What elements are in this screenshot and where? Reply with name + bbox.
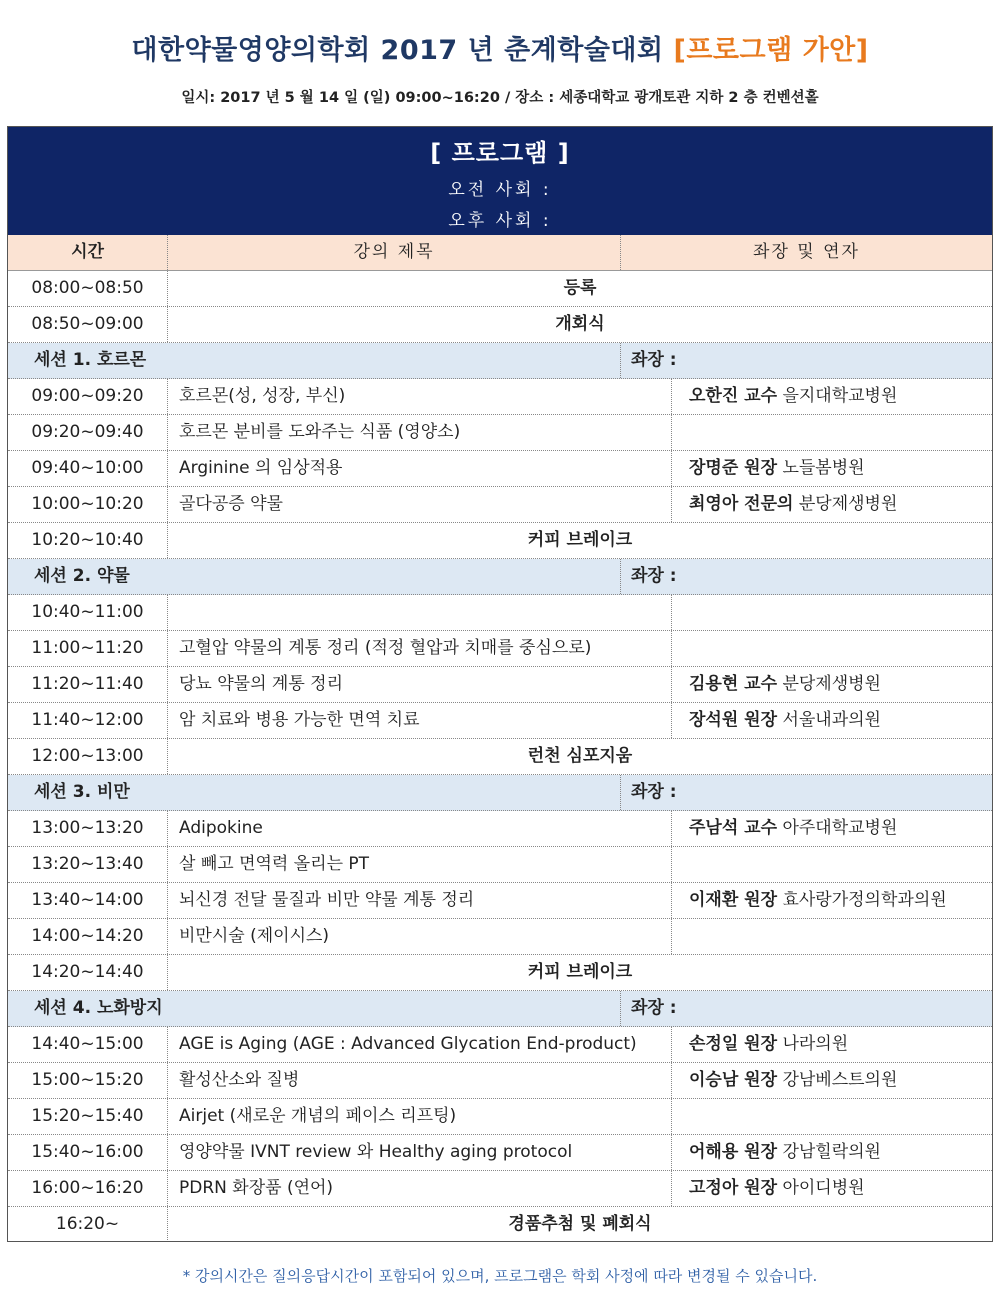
speaker-affiliation: 나라의원 — [782, 1034, 849, 1054]
speaker-cell — [672, 919, 992, 954]
session-chair-label: 좌장 : — [631, 350, 677, 370]
event-info: 일시: 2017 년 5 월 14 일 (일) 09:00~16:20 / 장소 : 세종대학교 광개토관 지하 2 층 컨벤션홀 — [181, 90, 819, 106]
speaker-cell — [672, 1027, 992, 1062]
lecture-row — [8, 595, 992, 631]
event-row — [8, 523, 992, 559]
lecture-title: AGE is Aging (AGE : Advanced Glycation End-product) — [168, 1027, 672, 1062]
speaker-name: 김용현 교수 — [689, 674, 778, 694]
speaker-affiliation: 아주대학교병원 — [782, 818, 898, 838]
lecture-row — [8, 847, 992, 883]
event-row — [8, 307, 992, 343]
program-heading: [ 프로그램 ] — [430, 139, 570, 167]
lecture-title: 호르몬(성, 성장, 부신) — [168, 379, 672, 414]
speaker-name: 장석원 원장 — [689, 710, 778, 730]
speaker-name: 이재환 원장 — [689, 890, 778, 910]
speaker-cell — [672, 379, 992, 414]
lecture-title: 호르몬 분비를 도와주는 식품 (영양소) — [168, 415, 672, 450]
session-row — [8, 775, 992, 811]
lecture-row — [8, 451, 992, 487]
session-chair-label: 좌장 : — [631, 566, 677, 586]
lecture-title: 골다공증 약물 — [168, 487, 672, 522]
speaker-cell — [672, 847, 992, 882]
session-row — [8, 559, 992, 595]
speaker-cell — [672, 811, 992, 846]
speaker-name: 이승남 원장 — [689, 1070, 778, 1090]
speaker-name: 최영아 전문의 — [689, 494, 794, 514]
time-slot: 11:40~12:00 — [8, 703, 168, 738]
time-slot: 15:20~15:40 — [8, 1099, 168, 1134]
speaker-cell — [672, 883, 992, 918]
lecture-row — [8, 811, 992, 847]
program-table — [7, 126, 993, 1242]
speaker-affiliation: 효사랑가정의학과의원 — [782, 890, 947, 910]
session-chair-label: 좌장 : — [631, 782, 677, 802]
time-slot: 15:00~15:20 — [8, 1063, 168, 1098]
page-title — [0, 28, 1000, 67]
lecture-row — [8, 883, 992, 919]
event-row — [8, 1207, 992, 1242]
session-row — [8, 991, 992, 1027]
event-name: 커피 브레이크 — [527, 530, 633, 550]
title-accent: [프로그램 가안] — [673, 35, 869, 66]
session-name: 세션 2. 약물 — [8, 559, 621, 594]
speaker-cell — [672, 415, 992, 450]
event-row — [8, 955, 992, 991]
session-row — [8, 343, 992, 379]
speaker-cell — [672, 595, 992, 630]
speaker-cell — [672, 1135, 992, 1170]
lecture-row — [8, 487, 992, 523]
lecture-title: 영양약물 IVNT review 와 Healthy aging protocol — [168, 1135, 672, 1170]
time-slot: 14:00~14:20 — [8, 919, 168, 954]
lecture-row — [8, 1063, 992, 1099]
column-header-time: 시간 — [8, 235, 168, 270]
lecture-title: 암 치료와 병용 가능한 면역 치료 — [168, 703, 672, 738]
time-slot: 10:20~10:40 — [8, 523, 168, 558]
time-slot: 09:00~09:20 — [8, 379, 168, 414]
time-slot: 16:00~16:20 — [8, 1171, 168, 1206]
column-header-row — [8, 235, 992, 271]
session-name: 세션 4. 노화방지 — [8, 991, 621, 1026]
speaker-affiliation: 분당제생병원 — [798, 494, 898, 514]
lecture-title: 살 빼고 면역력 올리는 PT — [168, 847, 672, 882]
lecture-title: 고혈압 약물의 계통 정리 (적정 혈압과 치매를 중심으로) — [168, 631, 672, 666]
speaker-name: 어해용 원장 — [689, 1142, 778, 1162]
speaker-name: 손정일 원장 — [689, 1034, 778, 1054]
time-slot: 09:40~10:00 — [8, 451, 168, 486]
time-slot: 15:40~16:00 — [8, 1135, 168, 1170]
lecture-row — [8, 667, 992, 703]
time-slot: 11:20~11:40 — [8, 667, 168, 702]
lecture-row — [8, 1135, 992, 1171]
session-name: 세션 1. 호르몬 — [8, 343, 621, 378]
lecture-title: 당뇨 약물의 계통 정리 — [168, 667, 672, 702]
time-slot: 12:00~13:00 — [8, 739, 168, 774]
lecture-row — [8, 379, 992, 415]
time-slot: 13:00~13:20 — [8, 811, 168, 846]
time-slot: 13:40~14:00 — [8, 883, 168, 918]
program-header — [8, 127, 992, 235]
speaker-affiliation: 아이디병원 — [782, 1178, 865, 1198]
lecture-title: Arginine 의 임상적용 — [168, 451, 672, 486]
event-name: 개회식 — [555, 314, 605, 334]
speaker-cell — [672, 487, 992, 522]
speaker-affiliation: 을지대학교병원 — [782, 386, 898, 406]
lecture-row — [8, 1027, 992, 1063]
am-host: 오전 사회 : — [448, 180, 552, 200]
event-name: 커피 브레이크 — [527, 962, 633, 982]
event-name: 경품추첨 및 폐회식 — [508, 1214, 652, 1234]
speaker-affiliation: 노들봄병원 — [782, 458, 865, 478]
session-chair-label: 좌장 : — [631, 998, 677, 1018]
lecture-row — [8, 1171, 992, 1207]
speaker-cell — [672, 1171, 992, 1206]
column-header-title: 강의 제목 — [168, 235, 621, 270]
lecture-title — [168, 595, 672, 630]
lecture-title: 비만시술 (제이시스) — [168, 919, 672, 954]
pm-host: 오후 사회 : — [448, 211, 552, 231]
speaker-cell — [672, 703, 992, 738]
footnote: * 강의시간은 질의응답시간이 포함되어 있으며, 프로그램은 학회 사정에 따라 변경될 수 있습니다. — [182, 1267, 818, 1285]
time-slot: 11:00~11:20 — [8, 631, 168, 666]
speaker-name: 고정아 원장 — [689, 1178, 778, 1198]
time-slot: 16:20~ — [8, 1207, 168, 1242]
speaker-affiliation: 서울내과의원 — [782, 710, 881, 730]
lecture-title: 활성산소와 질병 — [168, 1063, 672, 1098]
speaker-affiliation: 분당제생병원 — [782, 674, 881, 694]
lecture-title: Adipokine — [168, 811, 672, 846]
event-name: 등록 — [563, 278, 597, 298]
lecture-row — [8, 919, 992, 955]
lecture-title: PDRN 화장품 (연어) — [168, 1171, 672, 1206]
speaker-cell — [672, 451, 992, 486]
speaker-affiliation: 강남힐락의원 — [782, 1142, 881, 1162]
time-slot: 10:00~10:20 — [8, 487, 168, 522]
lecture-row — [8, 1099, 992, 1135]
time-slot: 10:40~11:00 — [8, 595, 168, 630]
title-main: 대한약물영양의학회 2017 년 춘계학술대회 — [131, 35, 664, 66]
lecture-row — [8, 415, 992, 451]
speaker-name: 장명준 원장 — [689, 458, 778, 478]
time-slot: 09:20~09:40 — [8, 415, 168, 450]
speaker-cell — [672, 1063, 992, 1098]
lecture-row — [8, 703, 992, 739]
speaker-affiliation: 강남베스트의원 — [782, 1070, 898, 1090]
speaker-cell — [672, 667, 992, 702]
lecture-title: 뇌신경 전달 물질과 비만 약물 계통 정리 — [168, 883, 672, 918]
time-slot: 14:20~14:40 — [8, 955, 168, 990]
event-row — [8, 271, 992, 307]
lecture-row — [8, 631, 992, 667]
time-slot: 08:00~08:50 — [8, 271, 168, 306]
speaker-name: 주남석 교수 — [689, 818, 778, 838]
speaker-name: 오한진 교수 — [689, 386, 778, 406]
event-name: 런천 심포지움 — [527, 746, 633, 766]
time-slot: 14:40~15:00 — [8, 1027, 168, 1062]
lecture-title: Airjet (새로운 개념의 페이스 리프팅) — [168, 1099, 672, 1134]
speaker-cell — [672, 1099, 992, 1134]
speaker-cell — [672, 631, 992, 666]
time-slot: 08:50~09:00 — [8, 307, 168, 342]
column-header-speaker: 좌장 및 연자 — [753, 242, 860, 262]
event-row — [8, 739, 992, 775]
session-name: 세션 3. 비만 — [8, 775, 621, 810]
time-slot: 13:20~13:40 — [8, 847, 168, 882]
